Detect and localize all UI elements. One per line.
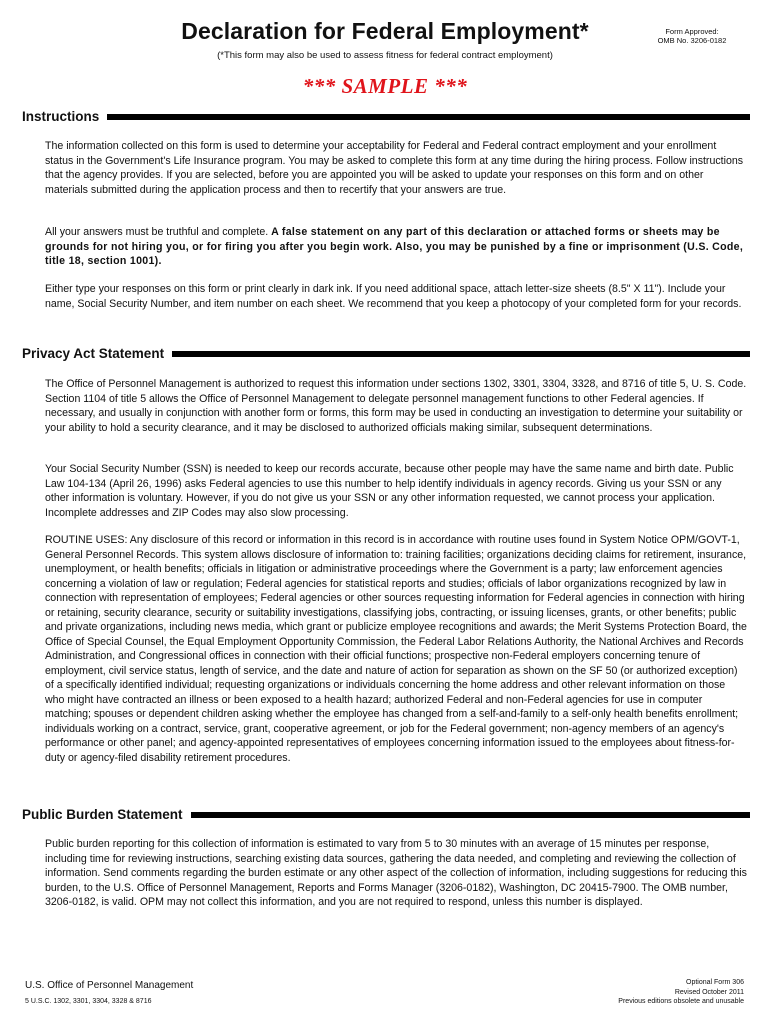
obsolete-notice: Previous editions obsolete and unusable [618,998,744,1005]
heading-rule [107,114,750,120]
form-number: Optional Form 306 [686,979,744,986]
heading-rule [191,812,750,818]
omb-approval [642,27,742,45]
truthful-statement: All your answers must be truthful and complete. [45,226,272,238]
instructions-heading-label: Instructions [22,109,100,124]
privacy-heading [22,346,750,361]
sample-watermark: *** SAMPLE *** [302,74,468,98]
revision-date: Revised October 2011 [674,988,744,996]
form-title: Declaration for Federal Employment* [181,18,589,44]
instructions-heading [22,109,750,124]
instructions-paragraph-2 [45,225,747,269]
omb-number: OMB No. 3206-0182 [657,36,727,45]
privacy-paragraph-2: Your Social Security Number (SSN) is needed to keep our records accurate, because other people may have the same name and birth date. Public Law 104-134 (April 26, 1996) asks Federal agencies to use this number to help identify individuals in agency records. Giving us your SSN or any other information is voluntary. However, if you do not give us your SSN or any other information requested, we cannot process your application. Incomplete addresses and ZIP Codes may also slow processing. [45,463,734,519]
burden-paragraph: Public burden reporting for this collection of information is estimated to vary from 5 to 30 minutes with an average of 15 minutes per response, including time for reviewing instructions, searching existing data sources, gathering the data needed, and completing and reviewing the collection of information. Send comments regarding the burden estimate or any other aspect of the collection of information, including suggestions for reducing this burden, to the U.S. Office of Personnel Management, Reports and Forms Manager (3206-0182), Washington, DC 20415-7900. The OMB number, 3206-0182, is valid. OPM may not collect this information, and you are not required to respond, unless this number is displayed. [45,838,747,908]
footer-form-info [618,978,744,1007]
footer-authority: 5 U.S.C. 1302, 3301, 3304, 3328 & 8716 [25,998,152,1005]
form-subtitle: (*This form may also be used to assess fitness for federal contract employment) [217,50,553,61]
privacy-heading-label: Privacy Act Statement [22,346,165,361]
burden-heading-label: Public Burden Statement [22,807,183,822]
heading-rule [172,351,750,357]
instructions-paragraph-3: Either type your responses on this form or print clearly in dark ink. If you need additional space, attach letter-size sheets (8.5" X 11"). Include your name, Social Security Number, and item number on each sheet. We recommend that you keep a photocopy of your completed form for your records. [45,283,742,310]
burden-heading [22,807,750,822]
approval-line: Form Approved: [665,27,719,36]
routine-uses-paragraph: ROUTINE USES: Any disclosure of this record or information in this record is in accordance with routine uses found in System Notice OPM/GOVT-1, General Personnel Records. This system allows disclosure of information to: training facilities; organizations deciding claims for retirement, insurance, unemployment, or health benefits; officials in litigation or administrative proceedings where the Government is a party; law enforcement agencies concerning a violation of law or regulation; Federal agencies for statistical reports and studies; officials of labor organizations recognized by law in connection with representation of employees; Federal agencies or other sources requesting information for Federal agencies in connection with hiring or retaining, security clearance, security or suitability investigations, classifying jobs, contracting, or issuing licenses, grants, or other benefits; public and private organizations, including news media, which grant or publicize employee recognitions and awards; the Merit Systems Protection Board, the Office of Special Counsel, the Equal Employment Opportunity Commission, the Federal Labor Relations Authority, the National Archives and Records Administration, and Congressional offices in connection with their official functions; prospective non-Federal employers concerning tenure of employment, civil service status, length of service, and the date and nature of action for separation as shown on the SF 50 (or authorized exception) of a specifically identified individual; requesting organizations or individuals concerning the home address and other relevant information on those who might have contracted an illness or been exposed to a health hazard; authorized Federal and non-Federal agencies for use in computer matching; spouses or dependent children asking whether the employee has changed from a self-and-family to a self-only health benefits enrollment; individuals working on a contract, service, grant, cooperative agreement, or job for the Federal government; non-agency members of an agency's performance or other panel; and agency-appointed representatives of employees concerning information issued to the employees about fitness-for-duty or agency-filed disability retirement procedures. [45,534,747,764]
privacy-paragraph-1: The Office of Personnel Management is authorized to request this information under sections 1302, 3301, 3304, 3328, and 8716 of title 5, U. S. Code. Section 1104 of title 5 allows the Office of Personnel Management to delegate personnel management functions to other Federal agencies. If necessary, and usually in conjunction with another form or forms, this form may be used in conducting an investigation to determine your suitability or your ability to hold a security clearance, and it may be disclosed to authorized officials making similar, subsequent determinations. [45,378,747,434]
instructions-paragraph-1: The information collected on this form is used to determine your acceptability for Federal and Federal contract employment and your enrollment status in the Government's Life Insurance program. You may be asked to complete this form at any time during the hiring process. Follow instructions that the agency provides. If you are selected, before you are appointed you will be asked to update your responses on this form and on other materials submitted during the application process and then to recertify that your answers are true. [45,140,744,196]
footer-agency: U.S. Office of Personnel Management [25,980,194,991]
false-statement-warning: A false statement on any part of this declaration or attached forms or sheets may be grounds for not hiring you, or for firing you after you begin work. Also, you may be punished by a fine or imprisonment (U.S. Code, title 18, section 1001). [45,226,744,267]
